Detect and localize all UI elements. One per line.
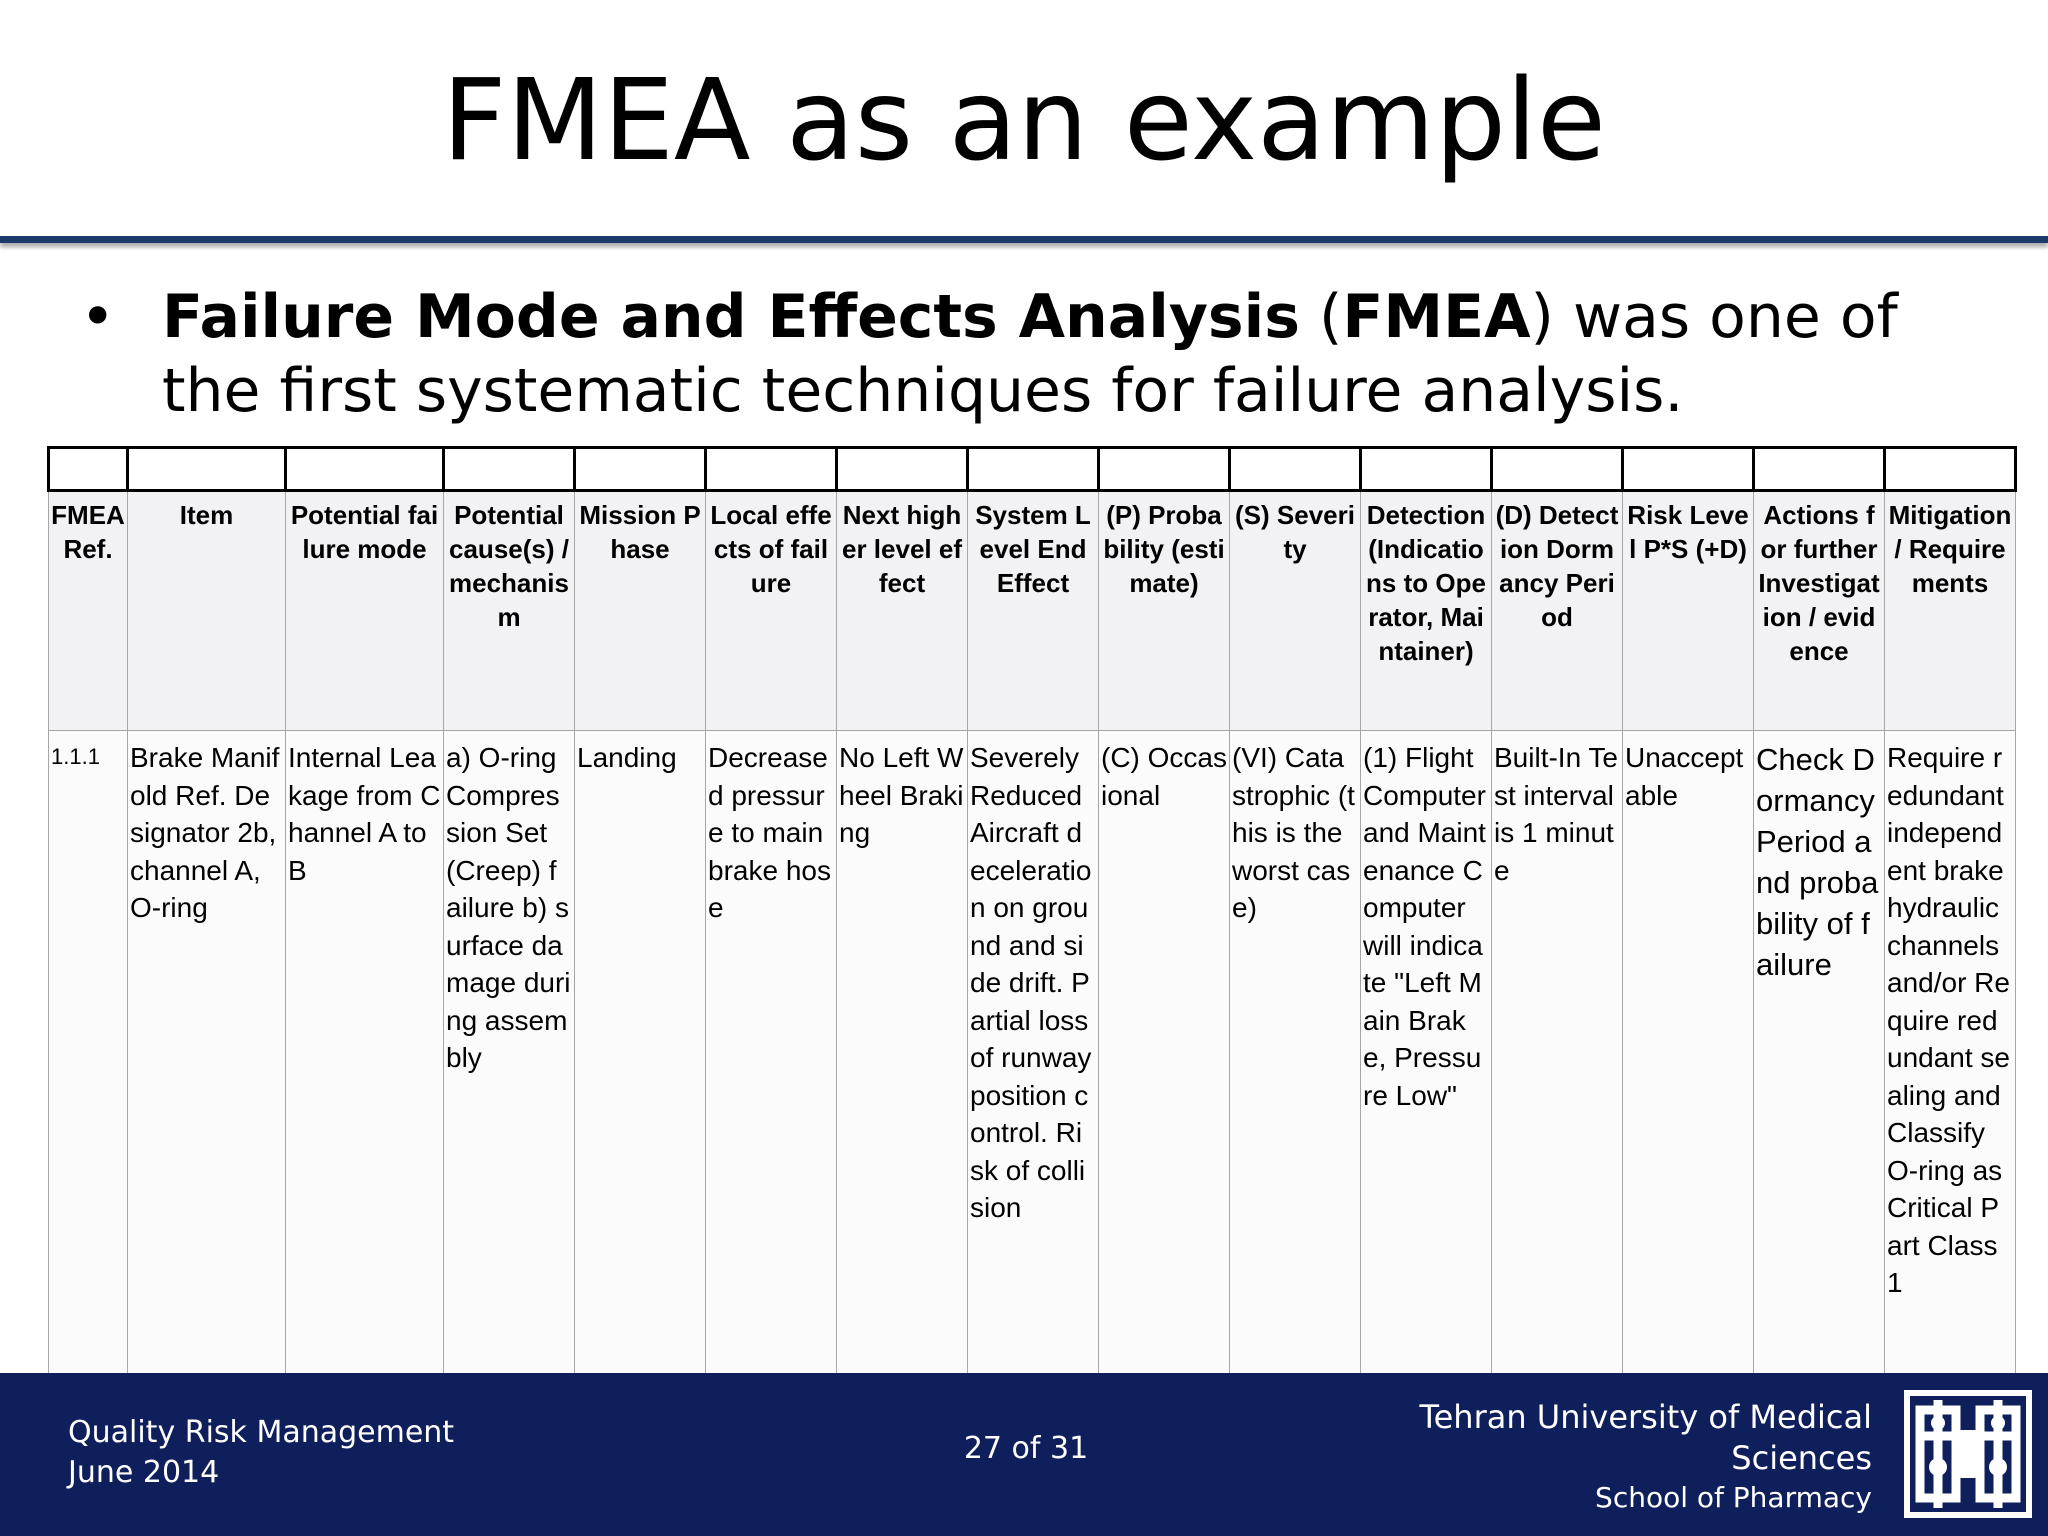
bullet-text: [162, 280, 2002, 428]
footer-bar: [0, 1373, 2048, 1536]
blank-cell: [286, 448, 444, 491]
blank-cell: [444, 448, 575, 491]
cell-actions: Check Dormancy Period and probability of failure: [1754, 731, 1885, 1380]
cell-risk-level: Unacceptable: [1623, 731, 1754, 1380]
blank-cell: [49, 448, 128, 491]
cell-system-end-effect: Severely Reduced Aircraft deceleration on ground and side drift. Partial loss of runway position control. Risk of collision: [968, 731, 1099, 1380]
blank-cell: [1230, 448, 1361, 491]
footer-institution: [1420, 1397, 1873, 1517]
cell-failure-mode: Internal Leakage from Channel A to B: [286, 731, 444, 1380]
header-probability: (P) Probability (estimate): [1099, 491, 1230, 731]
blank-cell: [1623, 448, 1754, 491]
bullet-rest: ) was one of the first systematic techniques for failure analysis.: [162, 282, 1898, 426]
blank-cell: [706, 448, 837, 491]
footer-left: [68, 1413, 454, 1493]
cell-dormancy: Built-In Test interval is 1 minute: [1492, 731, 1623, 1380]
header-mission-phase: Mission Phase: [575, 491, 706, 731]
cell-item: Brake Manifold Ref. Designator 2b, channel A, O-ring: [128, 731, 286, 1380]
header-severity: (S) Severity: [1230, 491, 1361, 731]
bullet-bold-term: Failure Mode and Effects Analysis: [162, 282, 1300, 352]
school-name: School of Pharmacy: [1595, 1481, 1872, 1514]
cell-local-effects: Decreased pressure to main brake hose: [706, 731, 837, 1380]
cell-detection: (1) Flight Computer and Maintenance Computer will indicate "Left Main Brake, Pressure Low": [1361, 731, 1492, 1380]
header-detection: Detection (Indications to Operator, Maintainer): [1361, 491, 1492, 731]
cell-next-level-effect: No Left Wheel Braking: [837, 731, 968, 1380]
table-header-row: [49, 491, 2016, 731]
cell-fmea-ref: 1.1.1: [49, 731, 128, 1380]
university-name-line1: Tehran University of Medical: [1419, 1398, 1872, 1436]
university-name-line2: Sciences: [1731, 1439, 1872, 1477]
fmea-table: [47, 446, 2017, 1380]
blank-cell: [968, 448, 1099, 491]
header-local-effects: Local effects of failure: [706, 491, 837, 731]
header-fmea-ref: FMEA Ref.: [49, 491, 128, 731]
bullet-icon: •: [80, 282, 116, 352]
header-item: Item: [128, 491, 286, 731]
footer-date: June 2014: [68, 1455, 220, 1490]
title-divider: [0, 236, 2048, 243]
table-blank-row: [49, 448, 2016, 491]
header-failure-mode: Potential failure mode: [286, 491, 444, 731]
blank-cell: [575, 448, 706, 491]
cell-probability: (C) Occasional: [1099, 731, 1230, 1380]
header-risk-level: Risk Level P*S (+D): [1623, 491, 1754, 731]
header-next-level-effect: Next higher level effect: [837, 491, 968, 731]
bullet-bold-abbrev: FMEA: [1342, 282, 1531, 352]
blank-cell: [128, 448, 286, 491]
blank-cell: [1492, 448, 1623, 491]
cell-severity: (VI) Catastrophic (this is the worst case): [1230, 731, 1361, 1380]
bullet-paren-open: (: [1299, 282, 1343, 352]
blank-cell: [1885, 448, 2016, 491]
page-number: 27 of 31: [963, 1431, 1089, 1466]
blank-cell: [837, 448, 968, 491]
cell-causes: a) O-ring Compression Set (Creep) failure b) surface damage during assembly: [444, 731, 575, 1380]
blank-cell: [1754, 448, 1885, 491]
header-dormancy: (D) Detection Dormancy Period: [1492, 491, 1623, 731]
footer-course: Quality Risk Management: [68, 1415, 455, 1450]
table-row: [49, 731, 2016, 1380]
blank-cell: [1361, 448, 1492, 491]
university-seal-icon: [1904, 1390, 2032, 1518]
header-mitigation: Mitigation / Requirements: [1885, 491, 2016, 731]
header-causes: Potential cause(s) / mechanism: [444, 491, 575, 731]
cell-mitigation: Require redundant independent brake hydraulic channels and/or Require redundant sealing and Classify O-ring as Critical Part Class 1: [1885, 731, 2016, 1380]
header-actions: Actions for further Investigation / evidence: [1754, 491, 1885, 731]
header-system-end-effect: System Level End Effect: [968, 491, 1099, 731]
cell-mission-phase: Landing: [575, 731, 706, 1380]
blank-cell: [1099, 448, 1230, 491]
slide-title: FMEA as an example: [442, 56, 1606, 186]
